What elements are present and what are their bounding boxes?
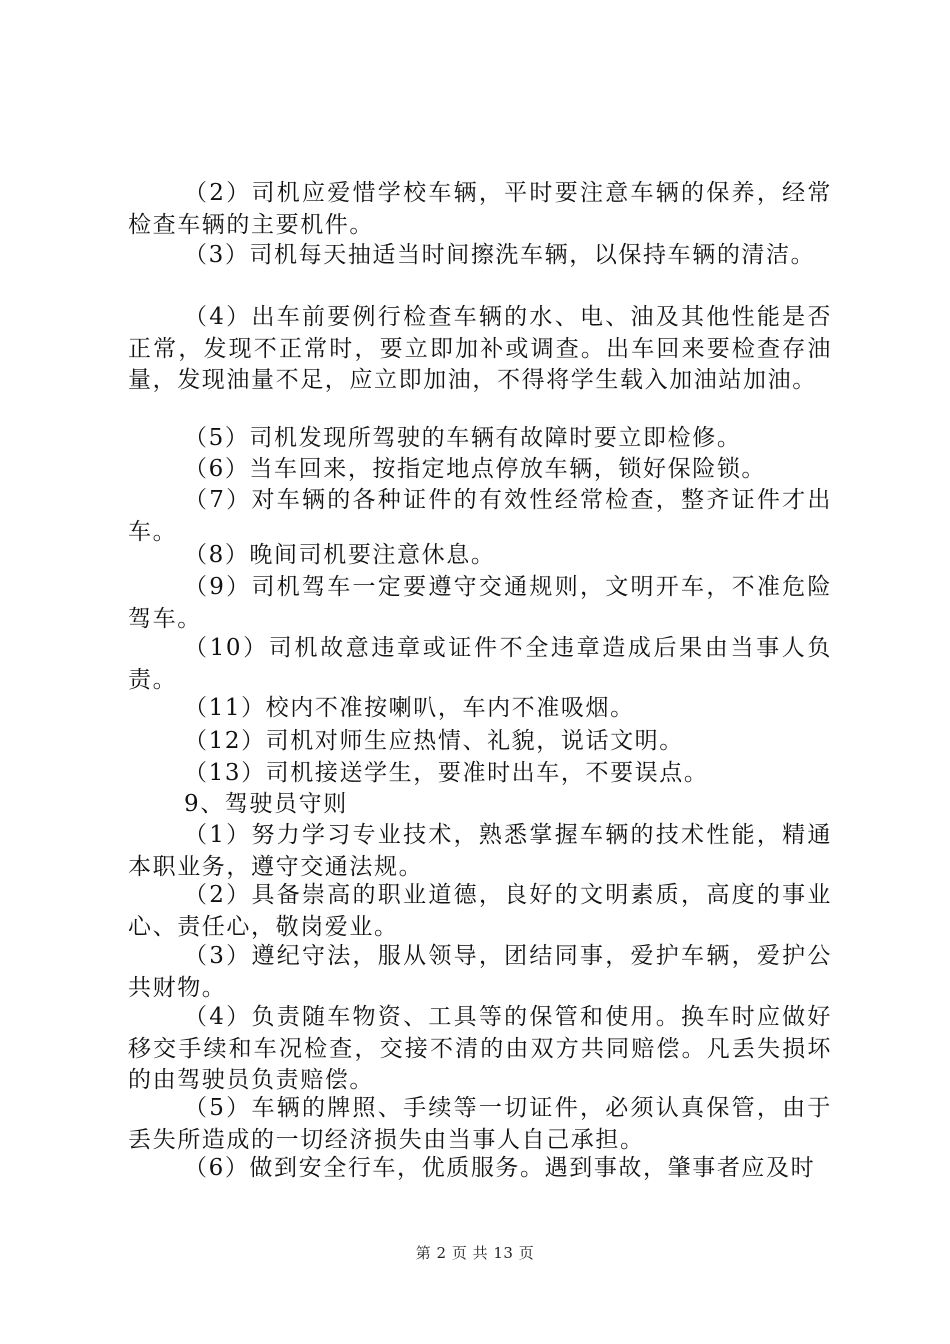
paragraph-15: （3）遵纪守法，服从领导，团结同事，爱护车辆，爱护公共财物。 — [128, 943, 832, 1001]
paragraph-4: （5）司机发现所驾驶的车辆有故障时要立即检修。 — [184, 425, 742, 451]
paragraph-11: （12）司机对师生应热情、礼貌，说话文明。 — [184, 728, 684, 754]
paragraph-12: （13）司机接送学生，要准时出车，不要误点。 — [184, 760, 709, 786]
paragraph-5: （6）当车回来，按指定地点停放车辆，锁好保险锁。 — [184, 456, 767, 482]
section-heading: 9、驾驶员守则 — [184, 791, 348, 817]
paragraph-7: （8）晚间司机要注意休息。 — [184, 542, 496, 568]
paragraph-2: （3）司机每天抽适当时间擦洗车辆，以保持车辆的清洁。 — [184, 242, 816, 268]
paragraph-3: （4）出车前要例行检查车辆的水、电、油及其他性能是否正常，发现不正常时，要立即加补或调查。出车回来要检查存油量，发现油量不足，应立即加油，不得将学生载入加油站加油。 — [128, 304, 832, 393]
page-number-footer: 第 2 页 共 13 页 — [415, 1244, 535, 1262]
paragraph-9: （10）司机故意违章或证件不全违章造成后果由当事人负责。 — [128, 635, 832, 693]
paragraph-16: （4）负责随车物资、工具等的保管和使用。换车时应做好移交手续和车况检查，交接不清的由双方共同赔偿。凡丢失损坏的由驾驶员负责赔偿。 — [128, 1004, 832, 1093]
paragraph-18: （6）做到安全行车，优质服务。遇到事故，肇事者应及时 — [184, 1155, 816, 1181]
paragraph-14: （2）具备崇高的职业道德，良好的文明素质，高度的事业心、责任心，敬岗爱业。 — [128, 882, 832, 940]
paragraph-10: （11）校内不准按喇叭，车内不准吸烟。 — [184, 695, 635, 721]
paragraph-1: （2）司机应爱惜学校车辆，平时要注意车辆的保养，经常检查车辆的主要机件。 — [128, 180, 832, 238]
paragraph-17: （5）车辆的牌照、手续等一切证件，必须认真保管，由于丢失所造成的一切经济损失由当事人自己承担。 — [128, 1095, 832, 1153]
paragraph-6: （7）对车辆的各种证件的有效性经常检查，整齐证件才出车。 — [128, 487, 832, 545]
paragraph-8: （9）司机驾车一定要遵守交通规则，文明开车，不准危险驾车。 — [128, 574, 832, 632]
paragraph-13: （1）努力学习专业技术，熟悉掌握车辆的技术性能，精通本职业务，遵守交通法规。 — [128, 822, 832, 880]
